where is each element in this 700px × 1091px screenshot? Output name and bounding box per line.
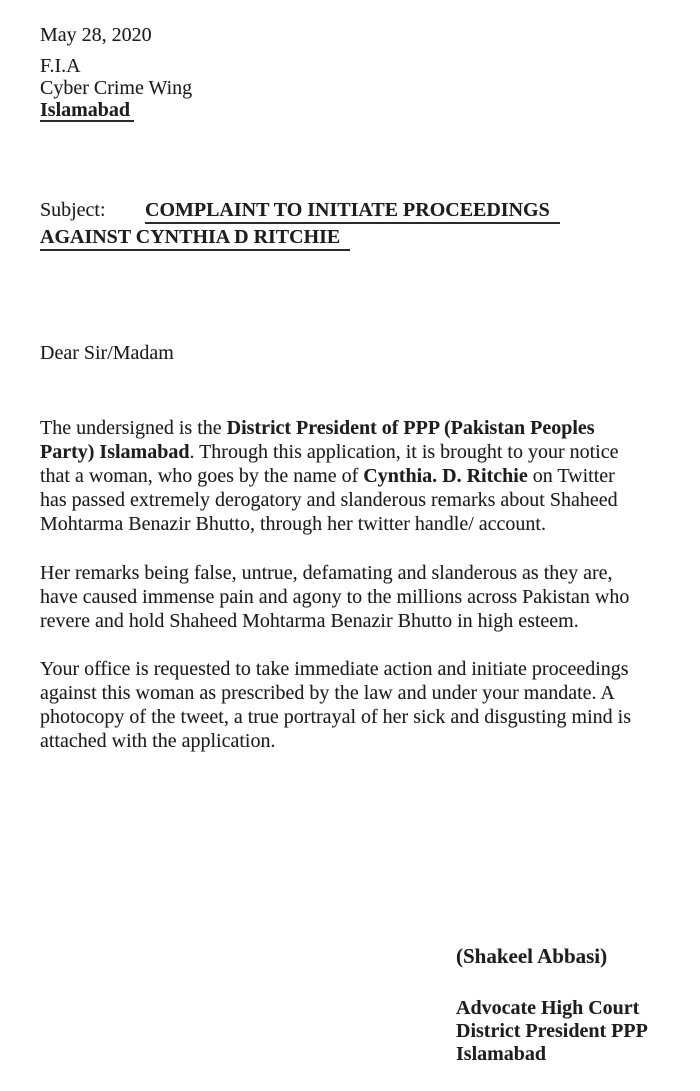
- subject-title-line2: AGAINST CYNTHIA D RITCHIE: [40, 226, 350, 251]
- body-paragraph-1: [40, 416, 685, 536]
- text-line: photocopy of the tweet, a true portrayal of her sick and disgusting mind is: [40, 706, 631, 728]
- text-line: has passed extremely derogatory and slanderous remarks about Shaheed: [40, 489, 618, 511]
- signatory-name: (Shakeel Abbasi): [456, 944, 608, 968]
- subject-line-1: [40, 197, 680, 224]
- text-line: Mohtarma Benazir Bhutto, through her twitter handle/ account.: [40, 513, 546, 535]
- subject-title-line1: COMPLAINT TO INITIATE PROCEEDINGS: [145, 199, 560, 224]
- recipient-city: [40, 99, 192, 122]
- signatory-title-line: Islamabad: [456, 1043, 547, 1065]
- text-line: against this woman as prescribed by the law and under your mandate. A: [40, 682, 615, 704]
- subject-section: [40, 197, 680, 251]
- text-line: have caused immense pain and agony to the millions across Pakistan who: [40, 586, 630, 608]
- text-line: The undersigned is the District President of PPP (Pakistan Peoples: [40, 417, 595, 439]
- signatory-title-line: Advocate High Court: [456, 997, 640, 1019]
- body-paragraph-3: [40, 657, 685, 753]
- recipient-city-text: Islamabad: [40, 101, 134, 122]
- text-line: Your office is requested to take immediate action and initiate proceedings: [40, 658, 629, 680]
- salutation: Dear Sir/Madam: [40, 342, 174, 364]
- subject-line-2: [40, 224, 680, 251]
- recipient-department: Cyber Crime Wing: [40, 77, 193, 99]
- text-line: Her remarks being false, untrue, defamating and slanderous as they are,: [40, 562, 613, 584]
- text-line: revere and hold Shaheed Mohtarma Benazir Bhutto in high esteem.: [40, 610, 579, 632]
- letter-date: May 28, 2020: [40, 24, 152, 46]
- letter-header: [40, 24, 192, 122]
- subject-label: Subject:: [40, 199, 106, 221]
- signatory-title-line: District President PPP: [456, 1020, 648, 1042]
- text-line: Party) Islamabad. Through this application, it is brought to your notice: [40, 441, 619, 463]
- body-paragraph-2: [40, 561, 685, 633]
- recipient-org: F.I.A: [40, 55, 81, 77]
- signatory-titles: [456, 997, 648, 1066]
- text-line: that a woman, who goes by the name of Cynthia. D. Ritchie on Twitter: [40, 465, 615, 487]
- text-line: attached with the application.: [40, 730, 276, 752]
